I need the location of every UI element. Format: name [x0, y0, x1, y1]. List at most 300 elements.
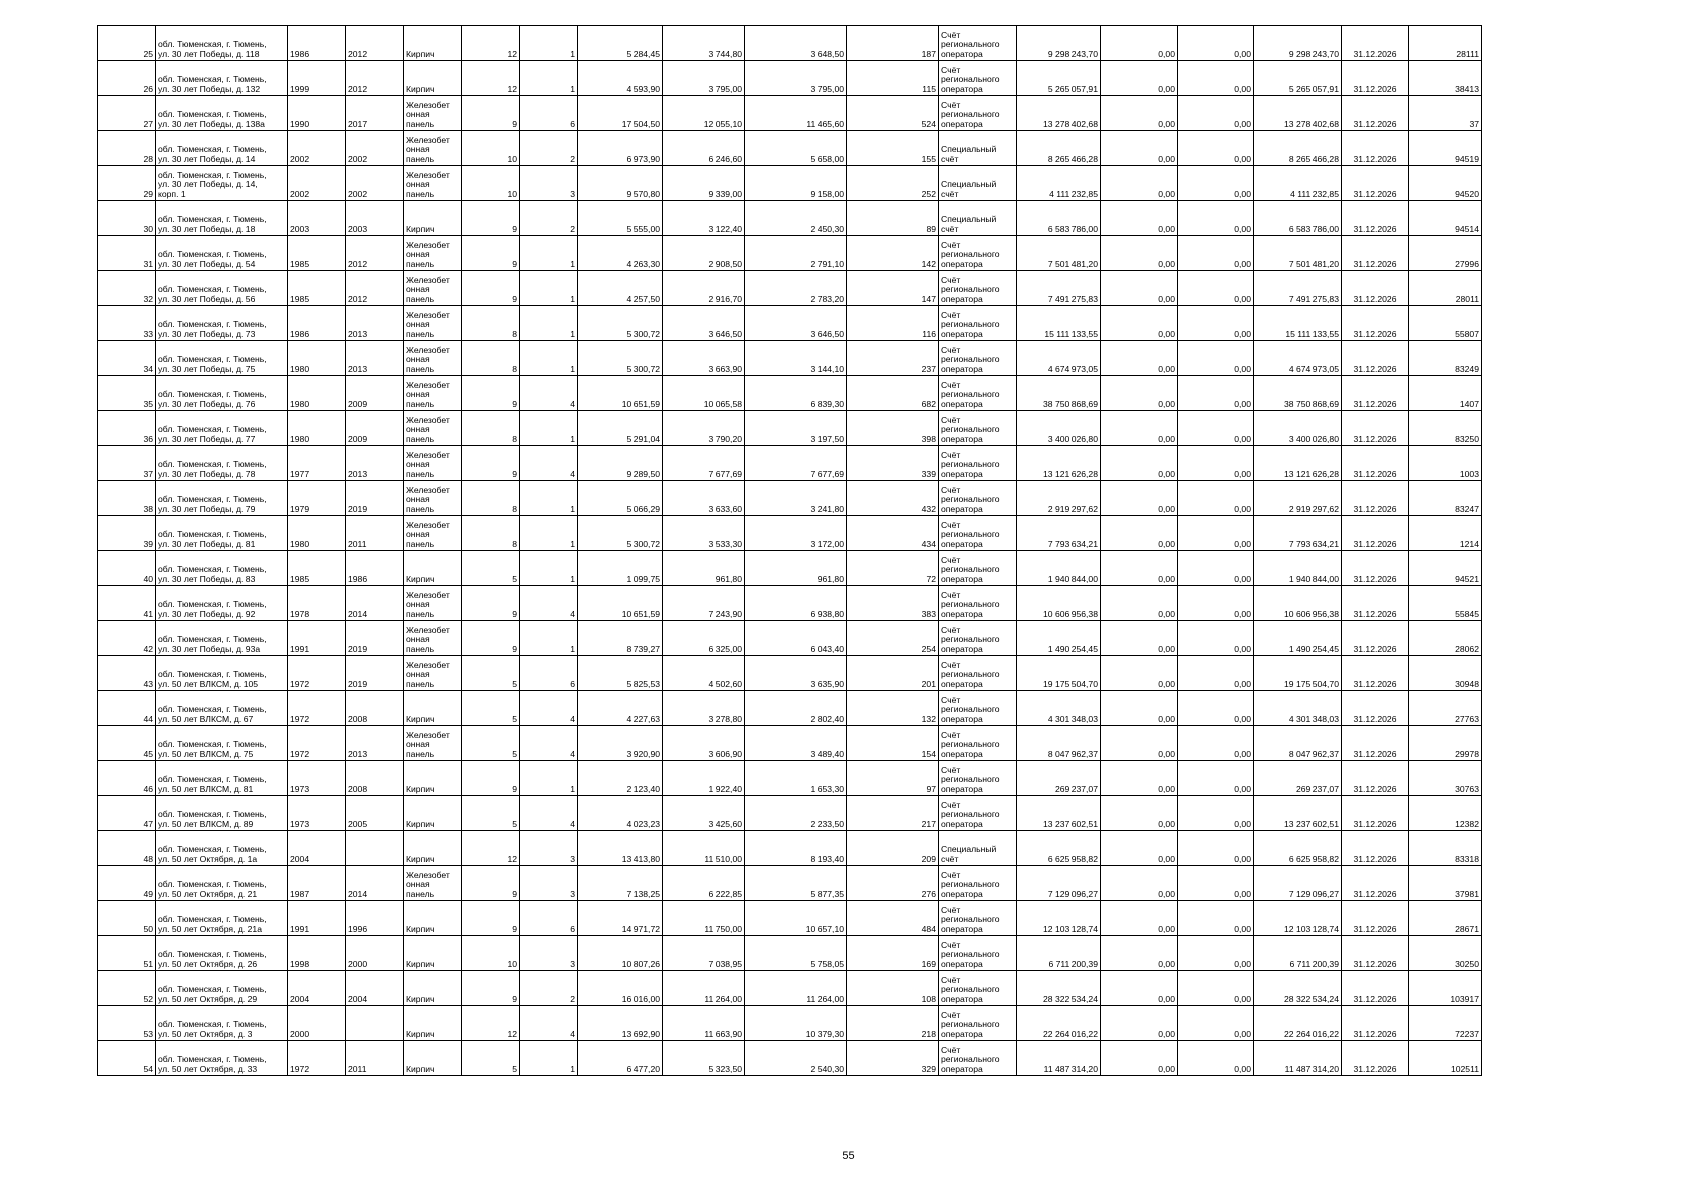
wall-material-cell: [404, 341, 462, 376]
cadastral-id-cell: 1003: [1409, 446, 1482, 481]
year-built-cell: 1985: [288, 236, 346, 271]
floors-cell: 8: [462, 481, 520, 516]
table-row: [98, 446, 1482, 481]
wall-material-line: онная: [406, 179, 430, 190]
fund-account-cell: [939, 516, 1017, 551]
floors-cell: 5: [462, 796, 520, 831]
floors-cell: 10: [462, 936, 520, 971]
owners-funds-cell: 22 264 016,22: [1254, 1006, 1342, 1041]
subsidy-cell: 0,00: [1101, 166, 1178, 201]
fund-account-cell: [939, 551, 1017, 586]
residents-cell: 524: [847, 96, 939, 131]
living-area-cell: 6 246,60: [663, 131, 745, 166]
wall-material-line: панель: [406, 188, 435, 199]
entrances-cell: 1: [520, 621, 578, 656]
table-row: [98, 901, 1482, 936]
repair-cost-cell: 6 625 958,82: [1017, 831, 1101, 866]
address-line: ул. 30 лет Победы, д. 138а: [158, 118, 265, 129]
row-number-cell: 48: [98, 831, 156, 866]
year-built-cell: 2000: [288, 1006, 346, 1041]
last-repair-year-cell: 2008: [346, 761, 404, 796]
deadline-cell: 31.12.2026: [1342, 971, 1409, 1006]
owned-area-cell: 5 658,00: [745, 131, 847, 166]
deadline-cell: 31.12.2026: [1342, 901, 1409, 936]
repair-cost-cell: 7 491 275,83: [1017, 271, 1101, 306]
deadline-cell: 31.12.2026: [1342, 201, 1409, 236]
cadastral-id-cell: 94520: [1409, 166, 1482, 201]
table-row: [98, 796, 1482, 831]
entrances-cell: 4: [520, 726, 578, 761]
repair-cost-cell: 6 583 786,00: [1017, 201, 1101, 236]
fund-account-line: регионального: [941, 249, 1000, 260]
floors-cell: 5: [462, 726, 520, 761]
wall-material-cell: [404, 481, 462, 516]
total-area-cell: 4 593,90: [578, 61, 663, 96]
subsidy-cell: 0,00: [1101, 866, 1178, 901]
local-funds-cell: 0,00: [1178, 446, 1254, 481]
owned-area-cell: 2 783,20: [745, 271, 847, 306]
local-funds-cell: 0,00: [1178, 341, 1254, 376]
address-cell: [156, 691, 288, 726]
table-row: [98, 166, 1482, 201]
fund-account-line: оператора: [941, 83, 983, 94]
address-line: обл. Тюменская, г. Тюмень,: [158, 109, 267, 120]
address-line: ул. 50 лет Октября, д. 26: [158, 958, 258, 969]
fund-account-line: оператора: [941, 783, 983, 794]
fund-account-cell: [939, 656, 1017, 691]
floors-cell: 9: [462, 236, 520, 271]
fund-account-line: оператора: [941, 888, 983, 899]
wall-material-cell: [404, 1006, 462, 1041]
local-funds-cell: 0,00: [1178, 236, 1254, 271]
address-cell: [156, 236, 288, 271]
deadline-cell: 31.12.2026: [1342, 936, 1409, 971]
fund-account-cell: [939, 166, 1017, 201]
table-row: [98, 551, 1482, 586]
cadastral-id-cell: 38413: [1409, 61, 1482, 96]
floors-cell: 12: [462, 61, 520, 96]
local-funds-cell: 0,00: [1178, 516, 1254, 551]
residents-cell: 147: [847, 271, 939, 306]
residents-cell: 218: [847, 1006, 939, 1041]
fund-account-line: регионального: [941, 949, 1000, 960]
wall-material-line: Кирпич: [406, 818, 435, 829]
fund-account-line: оператора: [941, 293, 983, 304]
fund-account-line: Счёт: [941, 659, 961, 670]
cadastral-id-cell: 103917: [1409, 971, 1482, 1006]
wall-material-cell: [404, 306, 462, 341]
cadastral-id-cell: 94521: [1409, 551, 1482, 586]
address-line: обл. Тюменская, г. Тюмень,: [158, 984, 267, 995]
address-cell: [156, 726, 288, 761]
row-number-cell: 32: [98, 271, 156, 306]
entrances-cell: 4: [520, 376, 578, 411]
table-row: [98, 761, 1482, 796]
wall-material-line: Кирпич: [406, 573, 435, 584]
wall-material-line: Железобет: [406, 239, 450, 250]
living-area-cell: 3 425,60: [663, 796, 745, 831]
wall-material-line: онная: [406, 599, 430, 610]
address-line: ул. 30 лет Победы, д. 18: [158, 223, 256, 234]
living-area-cell: 3 646,50: [663, 306, 745, 341]
subsidy-cell: 0,00: [1101, 971, 1178, 1006]
fund-account-line: оператора: [941, 433, 983, 444]
last-repair-year-cell: 2004: [346, 971, 404, 1006]
fund-account-cell: [939, 236, 1017, 271]
total-area-cell: 10 807,26: [578, 936, 663, 971]
row-number-cell: 37: [98, 446, 156, 481]
floors-cell: 5: [462, 691, 520, 726]
fund-account-line: Счёт: [941, 309, 961, 320]
fund-account-cell: [939, 271, 1017, 306]
residents-cell: 89: [847, 201, 939, 236]
fund-account-cell: [939, 26, 1017, 61]
cadastral-id-cell: 1214: [1409, 516, 1482, 551]
fund-account-line: регионального: [941, 284, 1000, 295]
fund-account-line: оператора: [941, 363, 983, 374]
local-funds-cell: 0,00: [1178, 61, 1254, 96]
wall-material-cell: [404, 796, 462, 831]
address-line: ул. 30 лет Победы, д. 14,: [158, 179, 258, 190]
row-number-cell: 39: [98, 516, 156, 551]
address-line: обл. Тюменская, г. Тюмень,: [158, 809, 267, 820]
address-cell: [156, 166, 288, 201]
table-row: [98, 866, 1482, 901]
residents-cell: 187: [847, 26, 939, 61]
fund-account-line: регионального: [941, 669, 1000, 680]
address-cell: [156, 551, 288, 586]
living-area-cell: 3 606,90: [663, 726, 745, 761]
local-funds-cell: 0,00: [1178, 306, 1254, 341]
address-line: ул. 30 лет Победы, д. 81: [158, 538, 256, 549]
floors-cell: 5: [462, 551, 520, 586]
wall-material-line: Железобет: [406, 624, 450, 635]
subsidy-cell: 0,00: [1101, 306, 1178, 341]
last-repair-year-cell: 2017: [346, 96, 404, 131]
wall-material-line: Кирпич: [406, 48, 435, 59]
owned-area-cell: 11 264,00: [745, 971, 847, 1006]
floors-cell: 9: [462, 971, 520, 1006]
cadastral-id-cell: 83250: [1409, 411, 1482, 446]
fund-account-line: регионального: [941, 809, 1000, 820]
floors-cell: 9: [462, 901, 520, 936]
owners-funds-cell: 11 487 314,20: [1254, 1041, 1342, 1076]
table-row: [98, 411, 1482, 446]
subsidy-cell: 0,00: [1101, 691, 1178, 726]
floors-cell: 9: [462, 621, 520, 656]
living-area-cell: 3 633,60: [663, 481, 745, 516]
wall-material-line: Кирпич: [406, 923, 435, 934]
fund-account-line: регионального: [941, 774, 1000, 785]
fund-account-line: оператора: [941, 258, 983, 269]
floors-cell: 9: [462, 271, 520, 306]
living-area-cell: 4 502,60: [663, 656, 745, 691]
subsidy-cell: 0,00: [1101, 1041, 1178, 1076]
address-cell: [156, 831, 288, 866]
address-line: ул. 30 лет Победы, д. 56: [158, 293, 256, 304]
deadline-cell: 31.12.2026: [1342, 271, 1409, 306]
wall-material-line: Железобет: [406, 99, 450, 110]
deadline-cell: 31.12.2026: [1342, 551, 1409, 586]
address-cell: [156, 61, 288, 96]
repair-cost-cell: 4 674 973,05: [1017, 341, 1101, 376]
residents-cell: 169: [847, 936, 939, 971]
wall-material-line: Кирпич: [406, 958, 435, 969]
table-row: [98, 131, 1482, 166]
residents-cell: 116: [847, 306, 939, 341]
wall-material-line: онная: [406, 144, 430, 155]
last-repair-year-cell: 2009: [346, 376, 404, 411]
row-number-cell: 49: [98, 866, 156, 901]
subsidy-cell: 0,00: [1101, 761, 1178, 796]
row-number-cell: 29: [98, 166, 156, 201]
repair-cost-cell: 28 322 534,24: [1017, 971, 1101, 1006]
wall-material-line: Железобет: [406, 309, 450, 320]
living-area-cell: 11 510,00: [663, 831, 745, 866]
cadastral-id-cell: 37981: [1409, 866, 1482, 901]
row-number-cell: 43: [98, 656, 156, 691]
total-area-cell: 4 263,30: [578, 236, 663, 271]
wall-material-line: панель: [406, 258, 435, 269]
last-repair-year-cell: 2014: [346, 586, 404, 621]
total-area-cell: 5 291,04: [578, 411, 663, 446]
wall-material-line: Железобет: [406, 344, 450, 355]
entrances-cell: 1: [520, 481, 578, 516]
entrances-cell: 4: [520, 446, 578, 481]
entrances-cell: 1: [520, 411, 578, 446]
row-number-cell: 41: [98, 586, 156, 621]
address-line: обл. Тюменская, г. Тюмень,: [158, 459, 267, 470]
subsidy-cell: 0,00: [1101, 131, 1178, 166]
year-built-cell: 1985: [288, 551, 346, 586]
wall-material-line: Железобет: [406, 449, 450, 460]
wall-material-line: онная: [406, 879, 430, 890]
total-area-cell: 1 099,75: [578, 551, 663, 586]
repair-cost-cell: 2 919 297,62: [1017, 481, 1101, 516]
year-built-cell: 1985: [288, 271, 346, 306]
year-built-cell: 1972: [288, 1041, 346, 1076]
row-number-cell: 46: [98, 761, 156, 796]
address-cell: [156, 131, 288, 166]
wall-material-line: онная: [406, 494, 430, 505]
total-area-cell: 16 016,00: [578, 971, 663, 1006]
fund-account-line: регионального: [941, 74, 1000, 85]
repair-cost-cell: 9 298 243,70: [1017, 26, 1101, 61]
fund-account-line: оператора: [941, 1028, 983, 1039]
owned-area-cell: 7 677,69: [745, 446, 847, 481]
last-repair-year-cell: 2002: [346, 166, 404, 201]
floors-cell: 12: [462, 831, 520, 866]
cadastral-id-cell: 1407: [1409, 376, 1482, 411]
entrances-cell: 3: [520, 936, 578, 971]
fund-account-line: оператора: [941, 608, 983, 619]
fund-account-line: регионального: [941, 1054, 1000, 1065]
address-line: ул. 30 лет Победы, д. 77: [158, 433, 256, 444]
local-funds-cell: 0,00: [1178, 936, 1254, 971]
cadastral-id-cell: 55845: [1409, 586, 1482, 621]
living-area-cell: 1 922,40: [663, 761, 745, 796]
living-area-cell: 6 325,00: [663, 621, 745, 656]
cadastral-id-cell: 29978: [1409, 726, 1482, 761]
entrances-cell: 1: [520, 551, 578, 586]
living-area-cell: 961,80: [663, 551, 745, 586]
living-area-cell: 2 908,50: [663, 236, 745, 271]
cadastral-id-cell: 83318: [1409, 831, 1482, 866]
fund-account-line: оператора: [941, 538, 983, 549]
fund-account-line: счёт: [941, 188, 959, 199]
fund-account-line: Счёт: [941, 239, 961, 250]
wall-material-cell: [404, 586, 462, 621]
owned-area-cell: 11 465,60: [745, 96, 847, 131]
subsidy-cell: 0,00: [1101, 236, 1178, 271]
year-built-cell: 1980: [288, 341, 346, 376]
address-line: обл. Тюменская, г. Тюмень,: [158, 424, 267, 435]
entrances-cell: 6: [520, 656, 578, 691]
total-area-cell: 10 651,59: [578, 376, 663, 411]
wall-material-line: Кирпич: [406, 1063, 435, 1074]
owners-funds-cell: 6 625 958,82: [1254, 831, 1342, 866]
wall-material-line: Железобет: [406, 519, 450, 530]
address-line: ул. 30 лет Победы, д. 83: [158, 573, 256, 584]
residents-cell: 398: [847, 411, 939, 446]
fund-account-line: оператора: [941, 993, 983, 1004]
address-line: обл. Тюменская, г. Тюмень,: [158, 634, 267, 645]
local-funds-cell: 0,00: [1178, 621, 1254, 656]
owned-area-cell: 3 241,80: [745, 481, 847, 516]
wall-material-cell: [404, 726, 462, 761]
address-line: ул. 50 лет Октября, д. 21: [158, 888, 258, 899]
repair-cost-cell: 8 047 962,37: [1017, 726, 1101, 761]
address-cell: [156, 201, 288, 236]
wall-material-cell: [404, 201, 462, 236]
row-number-cell: 28: [98, 131, 156, 166]
repair-cost-cell: 269 237,07: [1017, 761, 1101, 796]
entrances-cell: 2: [520, 131, 578, 166]
wall-material-line: Железобет: [406, 659, 450, 670]
deadline-cell: 31.12.2026: [1342, 691, 1409, 726]
deadline-cell: 31.12.2026: [1342, 1041, 1409, 1076]
fund-account-line: счёт: [941, 223, 959, 234]
fund-account-line: Счёт: [941, 589, 961, 600]
housing-register-table: [97, 25, 1482, 1076]
fund-account-line: регионального: [941, 984, 1000, 995]
total-area-cell: 14 971,72: [578, 901, 663, 936]
wall-material-line: Кирпич: [406, 83, 435, 94]
living-area-cell: 6 222,85: [663, 866, 745, 901]
deadline-cell: 31.12.2026: [1342, 481, 1409, 516]
address-line: ул. 30 лет Победы, д. 93а: [158, 643, 261, 654]
total-area-cell: 17 504,50: [578, 96, 663, 131]
floors-cell: 5: [462, 1041, 520, 1076]
fund-account-cell: [939, 866, 1017, 901]
address-line: ул. 30 лет Победы, д. 132: [158, 83, 261, 94]
row-number-cell: 40: [98, 551, 156, 586]
living-area-cell: 12 055,10: [663, 96, 745, 131]
living-area-cell: 7 677,69: [663, 446, 745, 481]
wall-material-line: онная: [406, 739, 430, 750]
wall-material-line: Железобет: [406, 589, 450, 600]
fund-account-line: Счёт: [941, 904, 961, 915]
fund-account-line: регионального: [941, 914, 1000, 925]
owned-area-cell: 3 489,40: [745, 726, 847, 761]
residents-cell: 339: [847, 446, 939, 481]
living-area-cell: 3 122,40: [663, 201, 745, 236]
total-area-cell: 5 300,72: [578, 341, 663, 376]
address-line: обл. Тюменская, г. Тюмень,: [158, 529, 267, 540]
owned-area-cell: 5 758,05: [745, 936, 847, 971]
subsidy-cell: 0,00: [1101, 936, 1178, 971]
row-number-cell: 42: [98, 621, 156, 656]
repair-cost-cell: 5 265 057,91: [1017, 61, 1101, 96]
living-area-cell: 3 790,20: [663, 411, 745, 446]
local-funds-cell: 0,00: [1178, 656, 1254, 691]
address-line: корп. 1: [158, 188, 186, 199]
fund-account-cell: [939, 901, 1017, 936]
wall-material-line: онная: [406, 529, 430, 540]
residents-cell: 252: [847, 166, 939, 201]
owners-funds-cell: 8 047 962,37: [1254, 726, 1342, 761]
repair-cost-cell: 38 750 868,69: [1017, 376, 1101, 411]
wall-material-cell: [404, 271, 462, 306]
subsidy-cell: 0,00: [1101, 96, 1178, 131]
wall-material-line: Железобет: [406, 729, 450, 740]
repair-cost-cell: 13 121 626,28: [1017, 446, 1101, 481]
fund-account-line: Специальный: [941, 214, 997, 225]
wall-material-line: Кирпич: [406, 853, 435, 864]
cadastral-id-cell: 12382: [1409, 796, 1482, 831]
row-number-cell: 47: [98, 796, 156, 831]
year-built-cell: 2002: [288, 131, 346, 166]
residents-cell: 201: [847, 656, 939, 691]
address-cell: [156, 96, 288, 131]
subsidy-cell: 0,00: [1101, 61, 1178, 96]
floors-cell: 12: [462, 1006, 520, 1041]
deadline-cell: 31.12.2026: [1342, 656, 1409, 691]
address-line: обл. Тюменская, г. Тюмень,: [158, 704, 267, 715]
row-number-cell: 51: [98, 936, 156, 971]
repair-cost-cell: 4 301 348,03: [1017, 691, 1101, 726]
floors-cell: 8: [462, 411, 520, 446]
cadastral-id-cell: 55807: [1409, 306, 1482, 341]
year-built-cell: 1999: [288, 61, 346, 96]
deadline-cell: 31.12.2026: [1342, 411, 1409, 446]
entrances-cell: 1: [520, 61, 578, 96]
total-area-cell: 5 555,00: [578, 201, 663, 236]
wall-material-line: панель: [406, 538, 435, 549]
owners-funds-cell: 1 940 844,00: [1254, 551, 1342, 586]
entrances-cell: 1: [520, 1041, 578, 1076]
owned-area-cell: 2 233,50: [745, 796, 847, 831]
fund-account-line: Счёт: [941, 274, 961, 285]
repair-cost-cell: 3 400 026,80: [1017, 411, 1101, 446]
address-cell: [156, 446, 288, 481]
fund-account-cell: [939, 131, 1017, 166]
owned-area-cell: 3 648,50: [745, 26, 847, 61]
deadline-cell: 31.12.2026: [1342, 1006, 1409, 1041]
cadastral-id-cell: 102511: [1409, 1041, 1482, 1076]
repair-cost-cell: 13 278 402,68: [1017, 96, 1101, 131]
table-row: [98, 656, 1482, 691]
wall-material-line: панель: [406, 468, 435, 479]
wall-material-line: Железобет: [406, 134, 450, 145]
local-funds-cell: 0,00: [1178, 726, 1254, 761]
last-repair-year-cell: 2000: [346, 936, 404, 971]
living-area-cell: 7 038,95: [663, 936, 745, 971]
local-funds-cell: 0,00: [1178, 411, 1254, 446]
wall-material-cell: [404, 411, 462, 446]
fund-account-cell: [939, 446, 1017, 481]
floors-cell: 8: [462, 306, 520, 341]
